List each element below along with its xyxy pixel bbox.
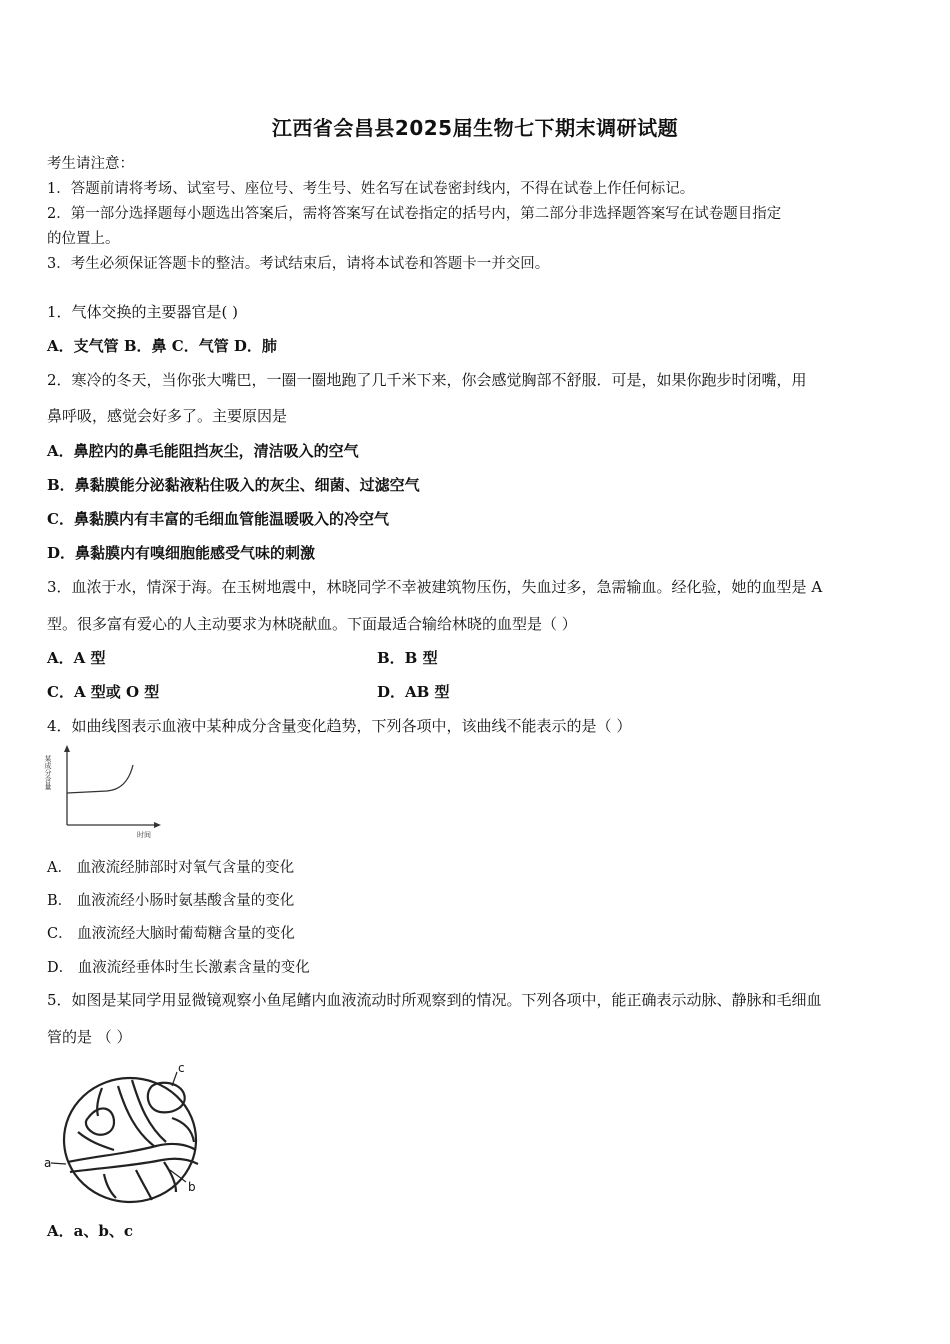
notice-heading: 考生请注意： [47, 156, 134, 172]
q4-option-d: D． 血液流经垂体时生长激素含量的变化 [47, 960, 310, 976]
q4-curve-line [67, 765, 133, 793]
q4-x-axis-label: 时间 [137, 831, 151, 839]
q3-option-d: D．AB 型 [377, 683, 450, 701]
q4-option-a: A． 血液流经肺部时对氧气含量的变化 [47, 860, 295, 876]
q4-option-c: C． 血液流经大脑时葡萄糖含量的变化 [47, 926, 295, 942]
q5-option-a: A．a、b、c [47, 1222, 133, 1240]
q1-options: A．支气管 B．鼻 C．气管 D．肺 [47, 337, 277, 355]
q2-option-a: A．鼻腔内的鼻毛能阻挡灰尘，清洁吸入的空气 [47, 442, 359, 460]
q5-stem-line1: 5．如图是某同学用显微镜观察小鱼尾鳍内血液流动时所观察到的情况。下列各项中，能正确表示动脉、静脉和毛细血 [47, 991, 822, 1009]
q5-label-a: a [44, 1156, 52, 1170]
q5-label-b: b [188, 1180, 196, 1194]
notice-item-3: 3．考生必须保证答题卡的整洁。考试结束后，请将本试卷和答题卡一并交回。 [47, 256, 550, 272]
notice-item-2-cont: 的位置上。 [47, 231, 120, 247]
q2-option-c: C．鼻黏膜内有丰富的毛细血管能温暖吸入的冷空气 [47, 510, 389, 528]
notice-item-2: 2．第一部分选择题每小题选出答案后，需将答案写在试卷指定的括号内，第二部分非选择题答案写在试卷题目指定 [47, 206, 782, 222]
q3-stem-line2: 型。很多富有爱心的人主动要求为林晓献血。下面最适合输给林晓的血型是（ ） [47, 615, 577, 633]
q5-microscope-figure [44, 1058, 214, 1208]
q5-stem-line2: 管的是 （ ） [47, 1028, 132, 1046]
q2-option-b: B．鼻黏膜能分泌黏液粘住吸入的灰尘、细菌、过滤空气 [47, 476, 420, 494]
q3-option-c: C．A 型或 O 型 [47, 683, 160, 701]
q4-y-axis-label: 某成分含量 [44, 755, 52, 790]
q3-option-b: B．B 型 [377, 649, 438, 667]
q2-stem-line1: 2．寒冷的冬天，当你张大嘴巴，一圈一圈地跑了几千米下来，你会感觉胸部不舒服．可是，如果你跑步时闭嘴，用 [47, 371, 807, 389]
q2-option-d: D．鼻黏膜内有嗅细胞能感受气味的刺激 [47, 544, 316, 562]
q2-stem-line2: 鼻呼吸，感觉会好多了。主要原因是 [47, 407, 288, 425]
page-title: 江西省会昌县2025届生物七下期末调研试题 [271, 116, 679, 140]
q1-stem: 1．气体交换的主要器官是( ) [47, 303, 239, 321]
notice-item-1: 1．答题前请将考场、试室号、座位号、考生号、姓名写在试卷密封线内，不得在试卷上作任何标记。 [47, 181, 695, 197]
q5-label-c: c [178, 1061, 185, 1075]
q5-blood-vessels-drawing [64, 1078, 198, 1202]
q4-curve-figure [45, 745, 165, 845]
q3-stem-line1: 3．血浓于水，情深于海。在玉树地震中，林晓同学不幸被建筑物压伤，失血过多，急需输血。经化验，她的血型是 A [47, 578, 823, 596]
q4-option-b: B． 血液流经小肠时氨基酸含量的变化 [47, 893, 295, 909]
q3-option-a: A．A 型 [47, 649, 106, 667]
q4-stem: 4．如曲线图表示血液中某种成分含量变化趋势，下列各项中，该曲线不能表示的是（ ） [47, 717, 632, 735]
